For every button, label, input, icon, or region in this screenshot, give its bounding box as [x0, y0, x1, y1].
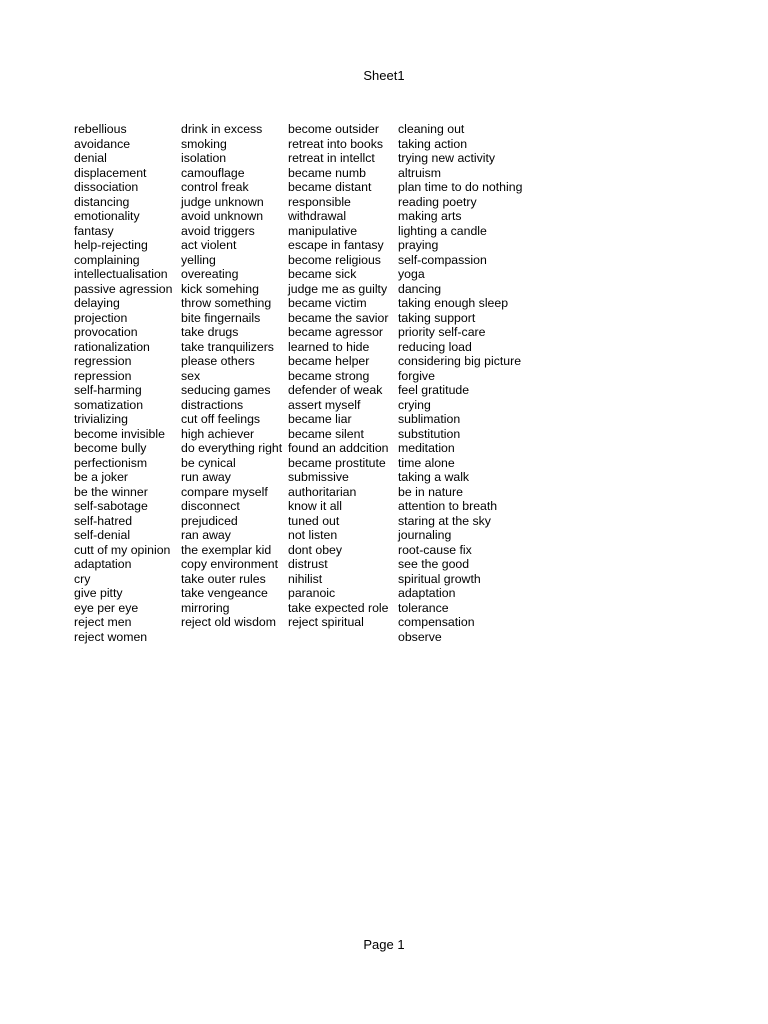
cell: priority self-care [398, 325, 486, 339]
cell: control freak [181, 180, 249, 194]
column-c [288, 122, 398, 644]
cell: defender of weak [288, 383, 383, 397]
cell: meditation [398, 441, 455, 455]
cell: altruism [398, 165, 442, 180]
cell: retreat into books [288, 136, 384, 151]
cell: observe [398, 629, 442, 644]
cell: cry [74, 571, 91, 586]
cell: do everything right [181, 441, 283, 455]
cell: help-rejecting [74, 238, 148, 252]
cell: mirroring [181, 600, 230, 615]
cell: attention to breath [398, 499, 498, 513]
cell: yelling [181, 252, 216, 267]
cell: compensation [398, 615, 475, 629]
cell: become bully [74, 441, 147, 455]
cell: self-hatred [74, 513, 133, 528]
cell: learned to hide [288, 339, 370, 354]
cell: reading poetry [398, 194, 477, 209]
cell: became numb [288, 165, 366, 180]
cell: reducing load [398, 339, 472, 354]
cell: reject old wisdom [181, 615, 276, 629]
cell: became the savior [288, 310, 389, 325]
cell: root-cause fix [398, 542, 472, 557]
cell: taking action [398, 136, 468, 151]
cell: complaining [74, 252, 140, 267]
cell: judge unknown [181, 194, 264, 209]
column-a [74, 122, 181, 644]
cell: not listen [288, 528, 338, 542]
cell: copy environment [181, 557, 279, 571]
cell: avoid unknown [181, 209, 264, 223]
cell: intellectualisation [74, 267, 168, 281]
cell: lighting a candle [398, 223, 487, 238]
cell: became liar [288, 412, 352, 426]
cell: self-sabotage [74, 499, 148, 513]
cell: adaptation [74, 557, 132, 571]
cell: overeating [181, 267, 239, 281]
cell: withdrawal [288, 209, 347, 223]
cell: take outer rules [181, 571, 266, 586]
cell: see the good [398, 557, 470, 571]
cell: praying [398, 238, 439, 252]
cell: be the winner [74, 484, 148, 499]
cell: be cynical [181, 455, 236, 470]
cell: tolerance [398, 600, 449, 615]
cell: perfectionism [74, 455, 148, 470]
cell: the exemplar kid [181, 542, 272, 557]
cell: tuned out [288, 513, 340, 528]
cell: retreat in intellct [288, 151, 375, 165]
cell: take expected role [288, 600, 389, 615]
cell: became distant [288, 180, 372, 194]
cell: passive agression [74, 281, 173, 296]
cell: sublimation [398, 412, 461, 426]
cell: somatization [74, 397, 144, 412]
cell: dancing [398, 281, 442, 296]
cell: be a joker [74, 470, 129, 484]
cell: emotionality [74, 209, 140, 223]
cell: please others [181, 354, 255, 368]
cell: became victim [288, 296, 367, 310]
cell: taking enough sleep [398, 296, 509, 310]
cell: staring at the sky [398, 513, 491, 528]
cell: paranoic [288, 586, 336, 600]
cell: journaling [398, 528, 452, 542]
cell: throw something [181, 296, 272, 310]
cell: high achiever [181, 426, 255, 441]
cell: found an addcition [288, 441, 389, 455]
cell: became strong [288, 368, 370, 383]
cell: denial [74, 151, 107, 165]
cell: distrust [288, 557, 328, 571]
cell: take drugs [181, 325, 239, 339]
cell: considering big picture [398, 354, 522, 368]
cell: reject women [74, 629, 148, 644]
cell: became silent [288, 426, 364, 441]
cell: trivializing [74, 412, 128, 426]
cell: disconnect [181, 499, 240, 513]
cell: bite fingernails [181, 310, 261, 325]
cell: reject spiritual [288, 615, 364, 629]
column-b [181, 122, 288, 644]
cell: time alone [398, 455, 455, 470]
cell: projection [74, 310, 128, 325]
cell: self-compassion [398, 252, 487, 267]
cell: became helper [288, 354, 370, 368]
cell: dont obey [288, 542, 343, 557]
cell: smoking [181, 136, 227, 151]
cell: repression [74, 368, 132, 383]
cell: submissive [288, 470, 349, 484]
cell: regression [74, 354, 132, 368]
cell: seducing games [181, 383, 271, 397]
cell: crying [398, 397, 431, 412]
cell: distractions [181, 397, 244, 412]
cell: know it all [288, 499, 342, 513]
cell: ran away [181, 528, 231, 542]
cell: self-harming [74, 383, 142, 397]
cell: isolation [181, 151, 227, 165]
cell: adaptation [398, 586, 456, 600]
cell: avoidance [74, 136, 131, 151]
cell: trying new activity [398, 151, 496, 165]
cell: delaying [74, 296, 120, 310]
cell: fantasy [74, 223, 114, 238]
cell: become outsider [288, 122, 379, 136]
cell: feel gratitude [398, 383, 470, 397]
cell: cutt of my opinion [74, 542, 171, 557]
cell: nihilist [288, 571, 323, 586]
cell: prejudiced [181, 513, 238, 528]
cell: take tranquilizers [181, 339, 274, 354]
cell: camouflage [181, 165, 245, 180]
cell: responsible [288, 194, 351, 209]
cell: plan time to do nothing [398, 180, 523, 194]
cell: drink in excess [181, 122, 263, 136]
cell: spiritual growth [398, 571, 481, 586]
cell: taking a walk [398, 470, 470, 484]
page-footer: Page 1 [363, 937, 405, 952]
cell: substitution [398, 426, 461, 441]
cell: cleaning out [398, 122, 465, 136]
cell: rationalization [74, 339, 150, 354]
cell: became sick [288, 267, 357, 281]
cell: escape in fantasy [288, 238, 384, 252]
cell: become invisible [74, 426, 165, 441]
cell: became agressor [288, 325, 384, 339]
cell: sex [181, 368, 201, 383]
cell: kick somehing [181, 281, 259, 296]
cell: assert myself [288, 397, 361, 412]
cell: rebellious [74, 122, 127, 136]
cell: making arts [398, 209, 462, 223]
cell: compare myself [181, 484, 268, 499]
cell: be in nature [398, 484, 463, 499]
cell: manipulative [288, 223, 358, 238]
cell: cut off feelings [181, 412, 261, 426]
cell: became prostitute [288, 455, 386, 470]
cell: run away [181, 470, 231, 484]
sheet-grid [74, 122, 548, 644]
cell: provocation [74, 325, 138, 339]
cell: distancing [74, 194, 130, 209]
cell: authoritarian [288, 484, 357, 499]
cell: give pitty [74, 586, 123, 600]
cell: dissociation [74, 180, 139, 194]
cell: forgive [398, 368, 435, 383]
sheet-header: Sheet1 [363, 68, 405, 83]
cell: judge me as guilty [288, 281, 388, 296]
cell: become religious [288, 252, 381, 267]
column-d [398, 122, 548, 644]
cell: take vengeance [181, 586, 268, 600]
cell: reject men [74, 615, 132, 629]
cell: displacement [74, 165, 147, 180]
cell: self-denial [74, 528, 131, 542]
cell: act violent [181, 238, 237, 252]
cell: taking support [398, 310, 476, 325]
cell: avoid triggers [181, 223, 255, 238]
cell: eye per eye [74, 600, 139, 615]
cell: yoga [398, 267, 425, 281]
